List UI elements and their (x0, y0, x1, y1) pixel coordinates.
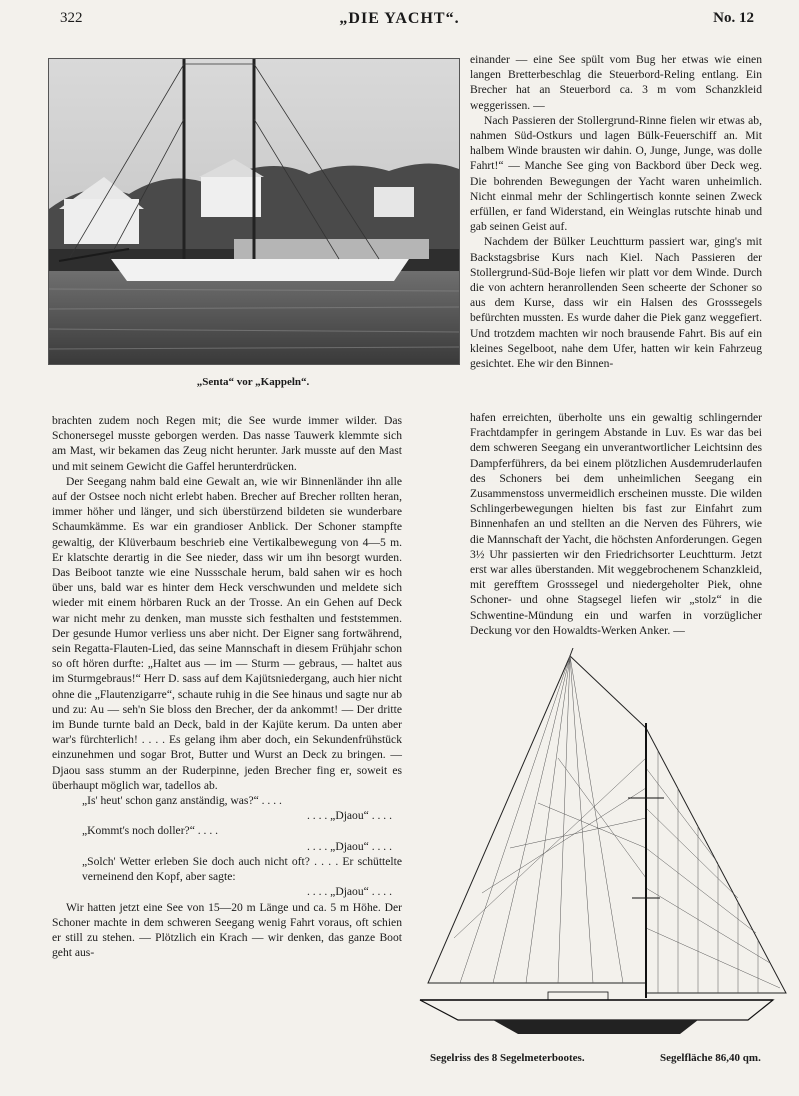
paragraph: einander — eine See spült vom Bug her etwas wie einen langen Bretterbeschlag die Steuerbord-Reling entlang. Ein Brecher hat an Steuerbord ca. 3 m vom Schanzkleid weggerissen. — (470, 53, 762, 112)
paragraph: Nachdem der Bülker Leuchtturm passiert war, ging's mit Backstagsbrise Kurs nach Kiel. Nach Passieren der Stollergrund-Süd-Boje liefen wir platt vor dem Winde. Durch die von achtern heranrollenden Seen scheerte der Schoner so aus dem Kurse, dass wir ein Halsen des Grosssegels befürchten mussten. Es wurde daher die Piek ganz weggefiert. Und trotzdem machten wir noch brausende Fahrt. Bis auf ein kleines Segelboot, nahe dem Ufer, hatten wir kein Fahrzeug gesichtet. Ehe wir den Binnen- (470, 235, 762, 371)
paragraph: Nach Passieren der Stollergrund-Rinne fielen wir etwas ab, nahmen Süd-Ostkurs und lagen Bülk-Feuerschiff an. Mit halbem Winde brausten wir dahin. O, Junge, Junge, was dolle Fahrt!“ — Manche See ging von Backbord über Deck weg. Die bohrenden Bewegungen der Yacht waren unheimlich. Nicht einmal mehr der Schlingertisch konnte seinen Zweck erfüllen, er fand Widerstand, ein Weinglas rutschte hinab und gab seinen Geist auf. (470, 113, 762, 234)
page-number: 322 (60, 10, 83, 26)
dialogue-reply: . . . . „Djaou“ . . . . (306, 885, 392, 899)
paragraph: Wir hatten jetzt eine See von 15—20 m Länge und ca. 5 m Höhe. Der Schoner machte in dem schweren Seegang wenig Fahrt voraus, oft schien er still zu stehen. — Plötzlich ein Krach — wir denken, das ganze Boot geht aus- (52, 900, 402, 960)
paragraph: hafen erreichten, überholte uns ein gewaltig schlingernder Frachtdampfer in geringem Abstande in Luv. Es war das bei dem schweren Seegang ein unverantwortlicher Leichtsinn des Dampferführers, da bei einem plötzlichen Ausdemruderlaufen des Schoners bei dem unheimlichen Seegang ein Zusammenstoss unvermeidlich erscheinen musste. Die wilden Schlingerbewegungen hielten bis fast zur Einfahrt zum Binnenhafen an und stellten an die Nerven des Führers, wie die Mannschaft der Yacht, die höchsten Anforderungen. Gegen 3½ Uhr passierten wir den Friedrichsorter Leuchtturm. Jetzt erst war alles überstanden. Mit weggebrochenem Schanzkleid, mit gerefftem Grosssegel und niedergeholter Piek, ohne Schoner- und ohne Stagsegel liefen wir „stolz“ in die Schwentine-Mündung ein und warfen in vorzüglicher Deckung vor den Howaldts-Werken Anker. — (470, 411, 762, 637)
page-header (0, 8, 799, 32)
sail-plan-image (398, 648, 796, 1038)
lower-column (470, 410, 762, 638)
paragraph: Der Seegang nahm bald eine Gewalt an, wie wir Binnenländer ihn alle auf der Ostsee noch nicht erlebt haben. Brecher auf Brecher rollten heran, immer höher und länger, und sich überstürzend bildeten sie wunderbare Schaumkämme. Es war ein grandioser Anblick. Der Schoner stampfte gewaltig, der Klüverbaum beschrieb eine Vertikalbewegung von 4—5 m. Er klatschte derartig in die See nieder, dass wir um ihn besorgt wurden. Das Beiboot tanzte wie eine Nussschale herum, bald sahen wir es hoch über uns, bald war es hinter dem Heck verschwunden und meldete sich wieder mit einem hörbaren Ruck an der Trosse. An ein Gehen auf Deck war nicht mehr zu denken, man musste sich festhalten und feststemmen. Der gesunde Humor verliess uns aber nicht. Der Eigner sang fortwährend, sein Regatta-Flauten-Lied, das seine Mannschaft in diesem Frühjahr schon so oft hören durfte: „Haltet aus — im — Sturm — gebraus, — haltet aus im Sturmgebraus!“ Herr D. sass auf dem Kajütsniedergang, auch hier nicht ohne die „Flautenzigarre“, schaute ruhig in die See hinaus und sagte nur ab und zu: Au — seh'n Sie bloss den Brecher, der da ankommt! — Der dritte im Bunde turnte bald an Deck, bald in der Kajüte kerum. Da unten aber war's fürchterlich! . . . . Es gelang ihm aber doch, ein Sekundenfrühstück einzunehmen und sogar Brot, Butter und Wurst an Deck zu bringen. — Djaou sass stumm an der Ruderpinne, jeden Brecher fing er, soweit es überhaupt möglich war, tadellos ab. (52, 474, 402, 792)
dialogue-reply: . . . . „Djaou“ . . . . (306, 839, 392, 853)
photo-caption: „Senta“ vor „Kappeln“. (196, 376, 310, 388)
schooner-photo-image (49, 59, 459, 364)
dialogue (52, 793, 402, 899)
dialogue-line: „Kommt's noch doller?“ . . . . (82, 824, 219, 838)
paragraph: brachten zudem noch Regen mit; die See wurde immer wilder. Das Schonersegel musste geborgen werden. Das nasse Tauwerk klemmte sich am Mast, wir bekamen das Zeug nicht herunter. Jark musste auf den Mast und mit seinem Gewicht die Gaffel herunterdrücken. (52, 414, 402, 473)
sail-area-caption: Segelfläche 86,40 qm. (660, 1052, 761, 1064)
dialogue-line: „Solch' Wetter erleben Sie doch auch nicht oft? . . . . Er schüttelte verneinend den Kopf, aber sagte: (82, 854, 402, 884)
schooner-photo (48, 58, 460, 365)
left-column (52, 413, 402, 960)
sail-plan-caption: Segelriss des 8 Segelmeterbootes. (430, 1052, 585, 1064)
sail-plan-drawing (398, 648, 796, 1038)
right-column (470, 52, 762, 371)
dialogue-reply: . . . . „Djaou“ . . . . (306, 809, 392, 823)
issue-number: No. 12 (713, 10, 754, 26)
journal-title: „DIE YACHT“. (339, 10, 460, 27)
dialogue-line: „Is' heut' schon ganz anständig, was?“ . . . . (82, 794, 282, 808)
